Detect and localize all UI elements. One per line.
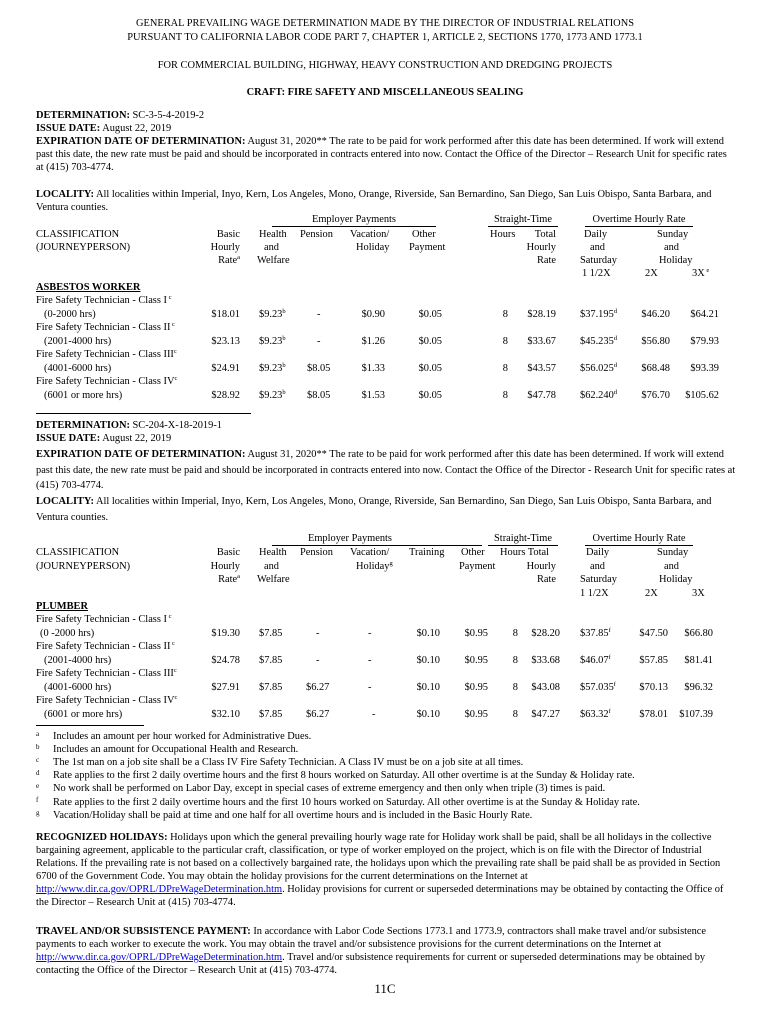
row-basic: $18.01 [211,309,240,320]
row-vacation: - [368,682,372,693]
footnote-mark: g [36,809,40,817]
row-range: (0-2000 hrs) [44,309,96,320]
hours-heading: Hours [490,229,516,240]
row-daily-ot: $37.195$^d$ [580,308,618,320]
rate-heading: Rate$^a$ [218,254,240,266]
row-basic: $27.91 [211,682,240,693]
row-basic: $19.30 [211,628,240,639]
row-pension: - [317,309,321,320]
craft-heading: CRAFT: FIRE SAFETY AND MISCELLANEOUS SEALING [246,87,524,98]
row-triple: $107.39 [679,709,713,720]
hours-total-heading: Hours Total [500,547,550,558]
row-vacation: $1.33 [361,363,385,374]
row-other: $0.05 [418,309,442,320]
three-x-heading: 3X $^e$ [692,267,710,279]
row-basic: $24.78 [211,655,240,666]
daily-and: and [590,242,606,253]
doc-title-line-1: GENERAL PREVAILING WAGE DETERMINATION MADE BY THE DIRECTOR OF INDUSTRIAL RELATIONS [136,18,634,29]
pension-heading: Pension [300,547,333,558]
row-other: $0.95 [464,628,488,639]
two-x-heading: 2X [645,588,658,599]
holidays-link[interactable]: http://www.dir.ca.gov/OPRL/DPreWageDetermination.htm [36,884,283,895]
footnote-mark: a [36,730,40,738]
employer-payments-heading: Employer Payments [272,533,482,546]
two-x-heading: 2X [645,268,658,279]
section-divider [36,413,251,414]
det1-expiration: EXPIRATION DATE OF DETERMINATION: August 31, 2020** The rate to be paid for work performed after this date has been determined. If work will extend past this date, the new rate must be paid and should be incorporated in contracts entered into now. Contact the Office of the Director – Research Unit for specific rates at (415) 703-4774. [36,136,727,173]
row-hours: 8 [502,336,508,347]
footnote-mark: d [36,769,40,777]
row-sunday: $56.80 [641,336,670,347]
row-hours: 8 [512,682,518,693]
row-hours: 8 [512,655,518,666]
row-vacation: - [368,655,372,666]
rate-heading: Rate$^a$ [218,573,240,585]
daily-heading: Daily [586,547,610,558]
row-classification: Fire Safety Technician - Class III$^c$ [36,348,177,360]
total-rate-heading: Rate [536,574,556,585]
sunday-heading: Sunday [657,229,689,240]
row-vacation: $0.90 [361,309,385,320]
row-health-welfare: $9.23$^b$ [259,308,286,320]
sunday-and: and [664,561,680,572]
row-range: (2001-4000 hrs) [44,655,112,666]
one-half-heading: 1 1/2X [582,268,611,279]
row-sunday: $47.50 [639,628,668,639]
vacation-heading: Vacation/ [350,547,390,558]
total-heading: Total [534,229,556,240]
travel-subsistence: TRAVEL AND/OR SUBSISTENCE PAYMENT: In accordance with Labor Code Sections 1773.1 and 1773.9, contractors shall make travel and/or subsistence payments to each worker to execute the work. You may obtain the travel and/or subsistence provisions for the current determinations on the Internet at http://www.dir.ca.gov/OPRL/DPreWageDetermination.htm. Travel and/or subsistence requirements for current or superseded determinations may be obtained by contacting the Office of the Director – Research Unit at (415) 703-4774. [36,926,707,976]
row-range: (0 -2000 hrs) [40,628,95,639]
footnote-text: The 1st man on a job site shall be a Class IV Fire Safety Technician. A Class IV must be on a job site at all times. [53,757,524,768]
overtime-heading: Overtime Hourly Rate [585,214,693,227]
row-classification: Fire Safety Technician - Class II $^c$ [36,640,175,652]
health-heading: Health [259,547,287,558]
footnote-text: Rate applies to the first 2 daily overtime hours and the first 8 hours worked on Saturday. All other overtime is at the Sunday & Holiday rate. [53,770,635,781]
row-training: $0.10 [416,682,440,693]
row-triple: $79.93 [690,336,719,347]
row-total: $47.27 [531,709,560,720]
daily-and: and [590,561,606,572]
footnote-mark: c [36,756,40,764]
training-heading: Training [409,547,445,558]
row-health-welfare: $7.85 [259,628,283,639]
row-triple: $66.80 [684,628,713,639]
row-basic: $23.13 [211,336,240,347]
row-triple: $96.32 [684,682,713,693]
row-total: $33.67 [527,336,556,347]
group-asbestos-worker: ASBESTOS WORKER [36,282,141,293]
overtime-heading: Overtime Hourly Rate [585,533,693,546]
row-health-welfare: $9.23$^b$ [259,389,286,401]
row-health-welfare: $7.85 [259,682,283,693]
row-vacation: $1.26 [361,336,385,347]
daily-heading: Daily [584,229,608,240]
row-health-welfare: $9.23$^b$ [259,335,286,347]
row-classification: Fire Safety Technician - Class I $^c$ [36,294,172,306]
classification-heading: CLASSIFICATION [36,547,120,558]
row-other: $0.05 [418,336,442,347]
det2-issue-date: ISSUE DATE: August 22, 2019 [36,433,172,444]
row-daily-ot: $63.32$^f$ [580,708,611,720]
row-hours: 8 [502,390,508,401]
row-total: $47.78 [527,390,556,401]
journeyperson-heading: (JOURNEYPERSON) [36,561,131,572]
row-triple: $93.39 [690,363,719,374]
row-daily-ot: $45.235$^d$ [580,335,618,347]
footnote-text: Vacation/Holiday shall be paid at time and one half for all overtime hours and is included in the Basic Hourly Rate. [53,810,533,821]
row-sunday: $76.70 [641,390,670,401]
row-pension: - [316,655,320,666]
det2-expiration: EXPIRATION DATE OF DETERMINATION: August 31, 2020** The rate to be paid for work performed after this date has been determined. If work will extend past this date, the new rate must be paid and should be incorporated in contracts entered into now. Contact the Office of the Director - Research Unit for specific rates at (415) 703-4774. [36,449,736,491]
sunday-and: and [664,242,680,253]
row-sunday: $46.20 [641,309,670,320]
payment-heading: Payment [459,561,496,572]
row-sunday: $70.13 [639,682,668,693]
row-vacation: - [368,628,372,639]
holiday-heading: Holiday [356,242,390,253]
health-heading: Health [259,229,287,240]
row-pension: $8.05 [307,390,331,401]
footnote-text: Includes an amount for Occupational Health and Research. [53,744,299,755]
row-total: $43.08 [531,682,560,693]
row-basic: $28.92 [211,390,240,401]
three-x-heading: 3X [692,588,705,599]
row-daily-ot: $62.240$^d$ [580,389,618,401]
row-other: $0.95 [464,655,488,666]
other-heading: Other [461,547,485,558]
row-total: $33.68 [531,655,560,666]
row-pension: $6.27 [306,709,330,720]
doc-title-line-3: FOR COMMERCIAL BUILDING, HIGHWAY, HEAVY CONSTRUCTION AND DREDGING PROJECTS [157,60,613,71]
row-hours: 8 [512,709,518,720]
footnote-mark: e [36,782,40,790]
total-hourly-heading: Hourly [526,242,556,253]
row-health-welfare: $7.85 [259,655,283,666]
row-other: $0.95 [464,682,488,693]
row-health-welfare: $9.23$^b$ [259,362,286,374]
row-basic: $32.10 [211,709,240,720]
row-triple: $64.21 [690,309,719,320]
health-and: and [264,561,280,572]
row-vacation: $1.53 [361,390,385,401]
basic-heading: Basic [216,229,240,240]
row-basic: $24.91 [211,363,240,374]
det1-locality: LOCALITY: All localities within Imperial, Inyo, Kern, Los Angeles, Mono, Orange, Riverside, San Bernardino, San Diego, San Luis Obispo, Santa Barbara, and Ventura counties. [36,189,712,213]
row-total: $43.57 [527,363,556,374]
row-daily-ot: $57.035$^f$ [580,681,616,693]
sunday-holiday-heading: Holiday [659,574,693,585]
row-daily-ot: $56.025$^d$ [580,362,618,374]
row-other: $0.95 [464,709,488,720]
det2-determination: DETERMINATION: SC-204-X-18-2019-1 [36,420,222,431]
det1-issue-date: ISSUE DATE: August 22, 2019 [36,123,172,134]
one-half-heading: 1 1/2X [580,588,609,599]
footnote-mark: f [36,796,39,804]
total-hourly-heading: Hourly [526,561,556,572]
row-classification: Fire Safety Technician - Class $IV^c$ [36,375,178,387]
row-classification: Fire Safety Technician - Class III$^c$ [36,667,177,679]
saturday-heading: Saturday [580,255,617,266]
row-pension: - [317,336,321,347]
row-triple: $81.41 [684,655,713,666]
row-pension: $8.05 [307,363,331,374]
hourly-heading: Hourly [210,561,240,572]
row-triple: $105.62 [685,390,719,401]
row-range: (4001-6000 hrs) [44,363,112,374]
doc-title-line-2: PURSUANT TO CALIFORNIA LABOR CODE PART 7, CHAPTER 1, ARTICLE 2, SECTIONS 1770, 1773 AND 1773.1 [127,32,643,43]
row-total: $28.19 [527,309,556,320]
sunday-holiday-heading: Holiday [659,255,693,266]
group-plumber: PLUMBER [36,601,88,612]
footnote-text: Includes an amount per hour worked for Administrative Dues. [53,731,312,742]
straight-time-heading: Straight-Time [488,533,558,546]
row-vacation: - [372,709,376,720]
row-health-welfare: $7.85 [259,709,283,720]
travel-link[interactable]: http://www.dir.ca.gov/OPRL/DPreWageDetermination.htm [36,952,283,963]
footnote-text: No work shall be performed on Labor Day, except in special cases of extreme emergency and then only when triple (3) times is paid. [53,783,606,794]
vacation-heading: Vacation/ [350,229,390,240]
welfare-heading: Welfare [257,574,290,585]
row-sunday: $57.85 [639,655,668,666]
row-daily-ot: $37.85$^f$ [580,627,611,639]
welfare-heading: Welfare [257,255,290,266]
footnote-text: Rate applies to the first 2 daily overtime hours and the first 10 hours worked on Saturday. All other overtime is at the Sunday & Holiday rate. [53,797,640,808]
row-classification: Fire Safety Technician - Class $IV^c$ [36,694,178,706]
basic-heading: Basic [216,547,240,558]
health-and: and [264,242,280,253]
row-training: $0.10 [416,628,440,639]
row-pension: - [316,628,320,639]
journeyperson-heading: (JOURNEYPERSON) [36,242,131,253]
det2-locality: LOCALITY: All localities within Imperial, Inyo, Kern, Los Angeles, Mono, Orange, Riverside, San Bernardino, San Diego, San Luis Obispo, Santa Barbara, and Ventura counties. [36,496,712,523]
row-total: $28.20 [531,628,560,639]
sunday-heading: Sunday [657,547,689,558]
payment-heading: Payment [409,242,446,253]
row-classification: Fire Safety Technician - Class II $^c$ [36,321,175,333]
pension-heading: Pension [300,229,333,240]
row-range: (6001 or more hrs) [44,390,123,401]
total-rate-heading: Rate [536,255,556,266]
row-other: $0.05 [418,390,442,401]
row-daily-ot: $46.07$^f$ [580,654,611,666]
row-training: $0.10 [416,655,440,666]
row-hours: 8 [502,363,508,374]
recognized-holidays: RECOGNIZED HOLIDAYS: Holidays upon which the general prevailing hourly wage rate for Holiday work shall be paid, shall be all holidays in the collective bargaining agreement, applicable to the particular craft, classification, or type of worker employed on the project, which is on file with the Director of Industrial Relations. If the prevailing rate is not based on a collectively bargained rate, the holidays upon which the prevailing rate shall be paid shall be as provided in Section 6700 of the Government Code. You may obtain the holiday provisions for the current determinations on the Internet at http://www.dir.ca.gov/OPRL/DPreWageDetermination.htm. Holiday provisions for current or superseded determinations may be obtained by contacting the Office of the Director – Research Unit at (415) 703-4774. [36,832,724,908]
row-sunday: $68.48 [641,363,670,374]
det1-determination: DETERMINATION: SC-3-5-4-2019-2 [36,110,205,121]
row-range: (6001 or more hrs) [44,709,123,720]
page-number: 11C [374,981,396,996]
row-sunday: $78.01 [639,709,668,720]
row-other: $0.05 [418,363,442,374]
other-heading: Other [412,229,436,240]
footnote-mark: b [36,743,40,751]
saturday-heading: Saturday [580,574,617,585]
row-range: (4001-6000 hrs) [44,682,112,693]
row-classification: Fire Safety Technician - Class I $^c$ [36,613,172,625]
footnote-divider [36,725,144,726]
row-hours: 8 [512,628,518,639]
hourly-heading: Hourly [210,242,240,253]
holiday-heading: Holiday$^g$ [356,560,393,572]
row-pension: $6.27 [306,682,330,693]
row-range: (2001-4000 hrs) [44,336,112,347]
classification-heading: CLASSIFICATION [36,229,120,240]
straight-time-heading: Straight-Time [488,214,558,227]
row-training: $0.10 [416,709,440,720]
employer-payments-heading: Employer Payments [272,214,436,227]
row-hours: 8 [502,309,508,320]
